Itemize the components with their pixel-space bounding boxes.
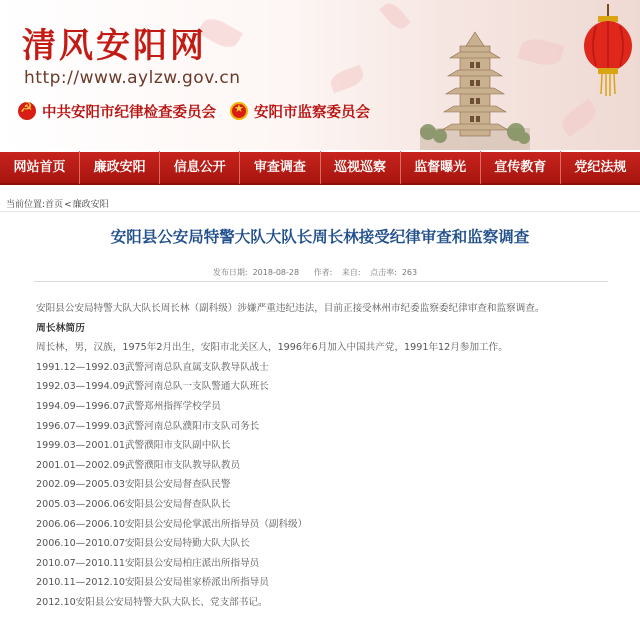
- org-left-label: 中共安阳市纪律检查委员会: [42, 104, 216, 121]
- date-label: 发布日期:: [212, 268, 248, 277]
- party-emblem-icon: [18, 102, 36, 120]
- resume-line: 1999.03—2001.01武警濮阳市支队副中队长: [36, 440, 231, 452]
- nav-item-publicity-education[interactable]: 宣传教育: [481, 151, 561, 184]
- resume-line: 1996.07—1999.03武警河南总队濮阳市支队司务长: [36, 420, 260, 432]
- pagoda-illustration: [420, 28, 530, 150]
- article-body: [36, 302, 616, 616]
- main-nav: [0, 152, 640, 185]
- bio-paragraph: 周长林，男，汉族，1975年2月出生，安阳市北关区人，1996年6月加入中国共产党，1991年12月参加工作。: [36, 342, 508, 354]
- resume-line: 1994.09—1996.07武警郑州指挥学校学员: [36, 400, 221, 412]
- site-url: http://www.aylzw.gov.cn: [24, 68, 241, 88]
- click-count: 263: [401, 268, 418, 277]
- breadcrumb-current-link[interactable]: 廉政安阳: [72, 200, 109, 210]
- nav-item-info-disclosure[interactable]: 信息公开: [160, 151, 240, 184]
- site-title: 清风安阳网: [22, 26, 207, 66]
- publish-date: 2018-08-28: [252, 268, 300, 277]
- resume-heading: 周长林简历: [36, 322, 85, 334]
- nav-item-home[interactable]: 网站首页: [0, 151, 80, 184]
- resume-line: 2005.03—2006.06安阳县公安局督查队队长: [36, 498, 231, 510]
- resume-line: 2012.10安阳县公安局特警大队大队长、党支部书记。: [36, 596, 268, 608]
- article-intro: 安阳县公安局特警大队大队长周长林（副科级）涉嫌严重违纪违法，目前正接受林州市纪委监察委纪律审查和监察调查。: [36, 303, 545, 314]
- resume-line: 2006.06—2006.10安阳县公安局伦掌派出所指导员（副科级）: [36, 518, 308, 530]
- article-title: 安阳县公安局特警大队大队长周长林接受纪律审查和监察调查: [110, 228, 530, 246]
- org-line: [18, 100, 370, 122]
- article-meta: [0, 267, 640, 278]
- resume-line: 2010.11—2012.10安阳县公安局崔家桥派出所指导员: [36, 577, 269, 589]
- nav-item-review-investigation[interactable]: 审查调查: [240, 151, 320, 184]
- source-label: 来自:: [341, 268, 361, 277]
- clicks-label: 点击率:: [370, 268, 397, 277]
- resume-line: 1991.12—1992.03武警河南总队直属支队教导队战士: [36, 361, 269, 373]
- resume-line: 2001.01—2002.09武警濮阳市支队教导队教员: [36, 459, 241, 471]
- breadcrumb: [6, 197, 109, 210]
- breadcrumb-separator: <: [64, 200, 72, 210]
- nav-item-party-regulations[interactable]: 党纪法规: [574, 160, 627, 175]
- nav-item-lianzheng-anyang[interactable]: 廉政安阳: [80, 151, 160, 184]
- national-emblem-icon: [230, 102, 248, 120]
- header-banner: [0, 0, 640, 150]
- nav-item-supervision-exposure[interactable]: 监督曝光: [401, 151, 481, 184]
- breadcrumb-prefix: 当前位置:: [6, 200, 46, 210]
- breadcrumb-divider: [0, 211, 640, 212]
- title-divider: [34, 281, 608, 282]
- resume-line: 2010.07—2010.11安阳县公安局柏庄派出所指导员: [36, 557, 260, 569]
- org-right-label: 安阳市监察委员会: [254, 104, 370, 121]
- author-label: 作者:: [313, 268, 333, 277]
- resume-line: 2006.10—2010.07安阳县公安局特勤大队大队长: [36, 538, 250, 550]
- resume-line: 1992.03—1994.09武警河南总队一支队警通大队班长: [36, 381, 269, 393]
- breadcrumb-home-link[interactable]: 首页: [45, 200, 64, 210]
- resume-line: 2002.09—2005.03安阳县公安局督查队民警: [36, 479, 231, 491]
- lantern-icon: [578, 4, 638, 96]
- nav-item-inspection[interactable]: 巡视巡察: [321, 151, 401, 184]
